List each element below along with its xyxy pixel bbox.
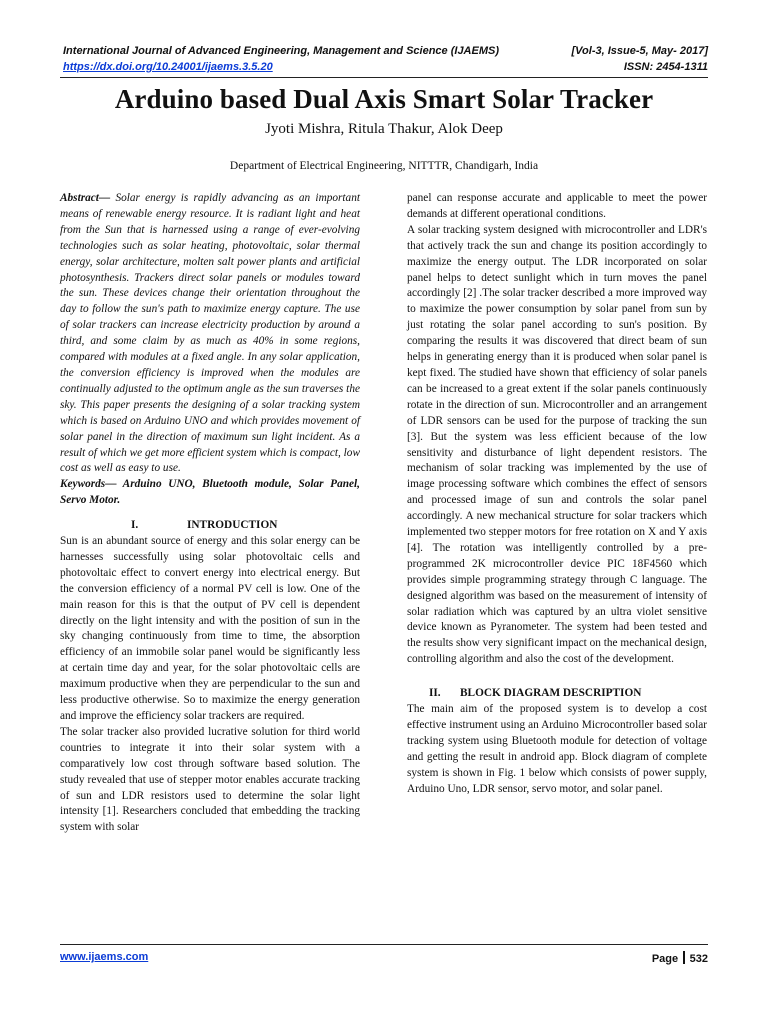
section-number: II. xyxy=(429,687,441,700)
abstract-text: Solar energy is rapidly advancing as an important means of renewable energy resource. It is radiant light and heat from the Sun that is harnessed using a range of ever-evolving technologies such as solar heating, photovoltaic, solar thermal energy, solar architecture, molten salt power plants and artificial photosynthesis. Trackers direct solar panels or modules toward the sun. These devices change their orientation throughout the day to follow the sun's path to maximize energy capture. The use of solar trackers can increase electricity production by around a third, and some claim by as much as 40% in some regions, compared with modules at a fixed angle. In any solar application, the conversion efficiency is improved when the modules are continually adjusted to the optimum angle as the sun traverses the sky. This paper presents the designing of a solar tracking system which is based on Arduino UNO and which provides movement of solar panel in the direction of maximum sun light incident. As a result of which we get more efficient system which is compact, low cost as well as easy to use. xyxy=(60,192,360,475)
journal-name: International Journal of Advanced Engineering, Management and Science (IJAEMS) xyxy=(63,45,500,57)
block-diagram-paragraph: The main aim of the proposed system is to develop a cost effective instrument using an Arduino Microcontroller based solar tracking system using Bluetooth module for detection of voltage and getting the result in android app. Block diagram of complete system is shown in Fig. 1 below which consists of power supply, Arduino Uno, LDR sensor, servo motor, and solar panel. xyxy=(407,703,707,795)
footer-divider xyxy=(60,944,708,945)
section-title: INTRODUCTION xyxy=(187,519,278,532)
abstract-label: Abstract— xyxy=(60,192,111,204)
right-paragraph-2: A solar tracking system designed with microcontroller and LDR's that actively track the sun and change its position accordingly to maximize the energy output. The LDR incorporated on solar panel helps to detect sunlight which in turn moves the panel accordingly [2] .The solar tracker described a more improved way to maximize the power consumption by solar panel from sun by just rotating the solar panel according to sun's position. By comparing the results it was discovered that direct beam of sun helps in generating energy than it is produced when solar panel is kept fixed. The studied have shown that efficiency of solar panels can be increased to a great extent if the solar panels continuously rotate in the direction of sun. Microcontroller and an arrangement of LDR sensors can be used for the purpose of tracking the sun [3]. But the system was less efficient because of the low sensitivity and disturbance of light dependent resistors. The mechanism of solar tracking was implemented by the use of image processing software which combines the effect of sensors and processed image of sun and controls the solar panel accordingly. A new mechanical structure for solar trackers which implemented two stepper motors for free rotation on X and Y axis [4]. The rotation was intelligently controlled by a pre-programmed 2K microcontroller device PIC 18F4560 which provides simple programming strategy through C language. The designed algorithm was based on the measurement of intensity of solar radiation which was captured by an ultra violet sensitive device known as Pyranometer. The system had been tested and the results show very significant impact on the mechanical design, controlling algorithm and also the cost of the development. xyxy=(407,223,707,666)
right-column xyxy=(407,191,707,798)
section-title: BLOCK DIAGRAM DESCRIPTION xyxy=(460,687,642,700)
section-heading-block-diagram xyxy=(407,686,707,702)
right-paragraph-1: panel can response accurate and applicable to meet the power demands at different operational conditions. xyxy=(407,192,707,220)
author-list: Jyoti Mishra, Ritula Thakur, Alok Deep xyxy=(265,121,503,137)
header-divider xyxy=(60,77,708,78)
page-value: 532 xyxy=(689,953,708,965)
abstract xyxy=(60,191,360,477)
volume-issue: [Vol-3, Issue-5, May- 2017] xyxy=(571,45,708,57)
intro-paragraph-1: Sun is an abundant source of energy and this solar energy can be harnesses successfully using solar photovoltaic cells and photovoltaic effect to convert energy into electrical energy. But the conversion efficiency of a normal PV cell is low. One of the main reason for this is that the output of PV cell is dependent directly on the light intensity and with the position of sun in the sky changing continuously from time to time, the absorption efficiency of an immobile solar panel would be significantly less at certain time day and year, for the solar photovoltaic cells are maximum productive when they are perpendicular to the sun and less productive otherwise. So to maximize the energy generation and improve the efficiency solar trackers are required. xyxy=(60,535,360,722)
keywords: Keywords— Arduino UNO, Bluetooth module, Solar Panel, Servo Motor. xyxy=(60,478,360,507)
intro-paragraph-2: The solar tracker also provided lucrative solution for third world countries to integrate it into their solar system with a comparatively low cost through software based solution. The study revealed that use of stepper motor enables accurate tracking of sun and LDR resistors used to determine the solar light intensity [1]. Researchers concluded that embedding the tracking system with solar xyxy=(60,725,360,834)
section-number: I. xyxy=(131,519,139,532)
page-number xyxy=(652,951,708,965)
section-heading-introduction xyxy=(60,518,360,534)
journal-website-link[interactable]: www.ijaems.com xyxy=(60,951,149,963)
doi-link[interactable]: https://dx.doi.org/10.24001/ijaems.3.5.20 xyxy=(63,61,273,73)
issn: ISSN: 2454-1311 xyxy=(623,61,708,73)
page-separator xyxy=(683,951,685,964)
page-label: Page xyxy=(651,953,679,965)
left-column xyxy=(60,191,360,836)
affiliation: Department of Electrical Engineering, NITTTR, Chandigarh, India xyxy=(229,160,539,172)
paper-title: Arduino based Dual Axis Smart Solar Tracker xyxy=(114,84,654,114)
